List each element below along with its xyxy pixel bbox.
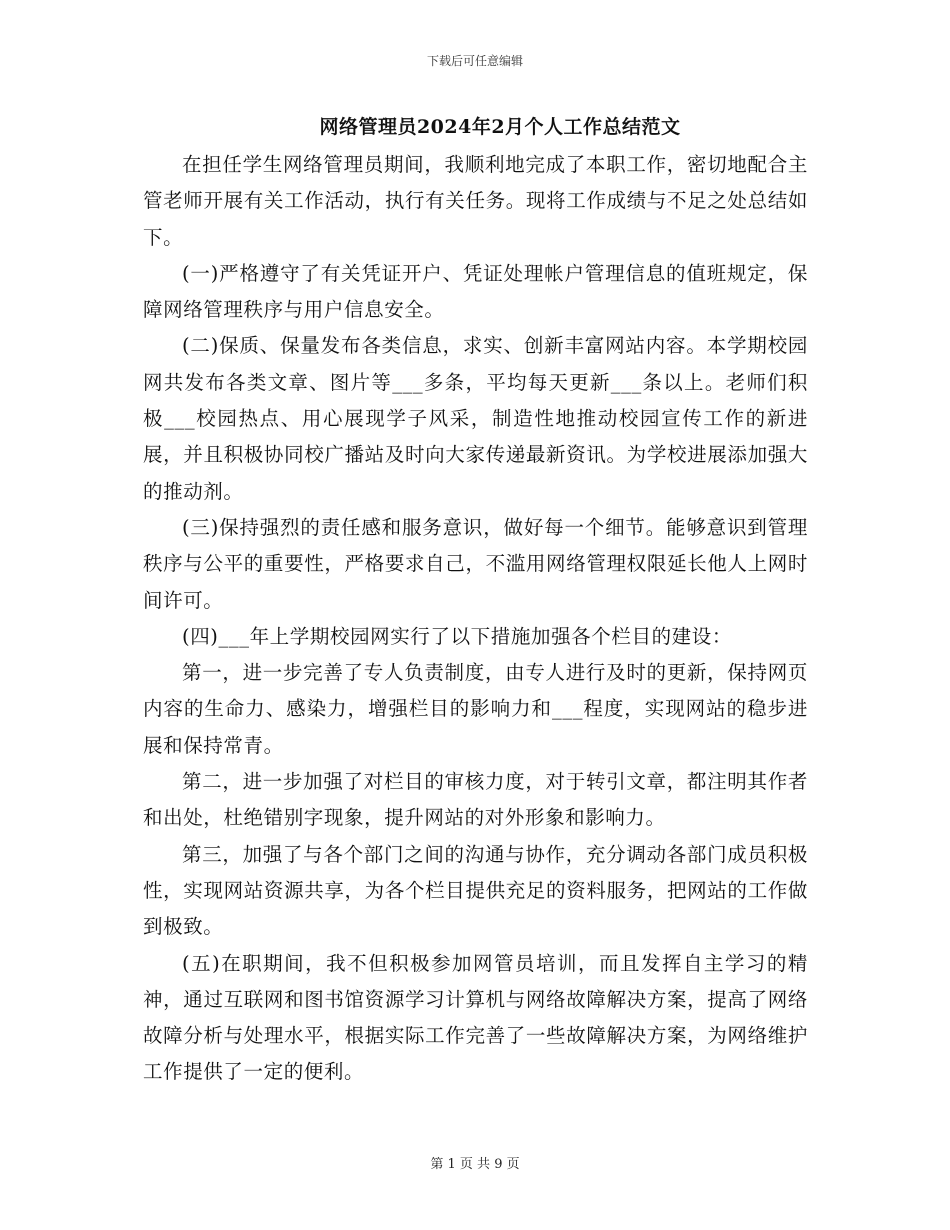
paragraph-measure-3: 第三，加强了与各个部门之间的沟通与协作，充分调动各部门成员积极性，实现网站资源共享，为各个栏目提供充足的资料服务，把网站的工作做到极致。 (143, 842, 808, 939)
paragraph-measure-2: 第二，进一步加强了对栏目的审核力度，对于转引文章，都注明其作者和出处，杜绝错别字现象，提升网站的对外形象和影响力。 (143, 770, 808, 830)
paragraph-item-4: (四)___年上学期校园网实行了以下措施加强各个栏目的建设： (182, 624, 732, 648)
paragraph-item-2: (二)保质、保量发布各类信息，求实、创新丰富网站内容。本学期校园网共发布各类文章、图片等___多条，平均每天更新___条以上。老师们积极___校园热点、用心展现学子风采，制造性地推动校园宣传工作的新进展，并且积极协同校广播站及时向大家传递最新资讯。为学校进展添加强大的推动剂。 (143, 334, 808, 503)
paragraph-item-5: (五)在职期间，我不但积极参加网管员培训，而且发挥自主学习的精神，通过互联网和图书馆资源学习计算机与网络故障解决方案，提高了网络故障分析与处理水平，根据实际工作完善了一些故障解决方案，为网络维护工作提供了一定的便利。 (143, 951, 808, 1084)
page-number: 第 1 页 共 9 页 (430, 1157, 520, 1172)
document-body (143, 147, 808, 1091)
document-title: 网络管理员2024年2月个人工作总结范文 (319, 116, 681, 138)
paragraph-intro: 在担任学生网络管理员期间，我顺利地完成了本职工作，密切地配合主管老师开展有关工作活动，执行有关任务。现将工作成绩与不足之处总结如下。 (143, 153, 808, 249)
paragraph-item-3: (三)保持强烈的责任感和服务意识，做好每一个细节。能够意识到管理秩序与公平的重要性，严格要求自己，不滥用网络管理权限延长他人上网时间许可。 (143, 515, 808, 612)
download-note: 下载后可任意编辑 (426, 54, 523, 68)
paragraph-item-1: (一)严格遵守了有关凭证开户、凭证处理帐户管理信息的值班规定，保障网络管理秩序与用户信息安全。 (143, 261, 808, 322)
paragraph-measure-1: 第一，进一步完善了专人负责制度，由专人进行及时的更新，保持网页内容的生命力、感染力，增强栏目的影响力和___程度，实现网站的稳步进展和保持常青。 (143, 661, 808, 757)
